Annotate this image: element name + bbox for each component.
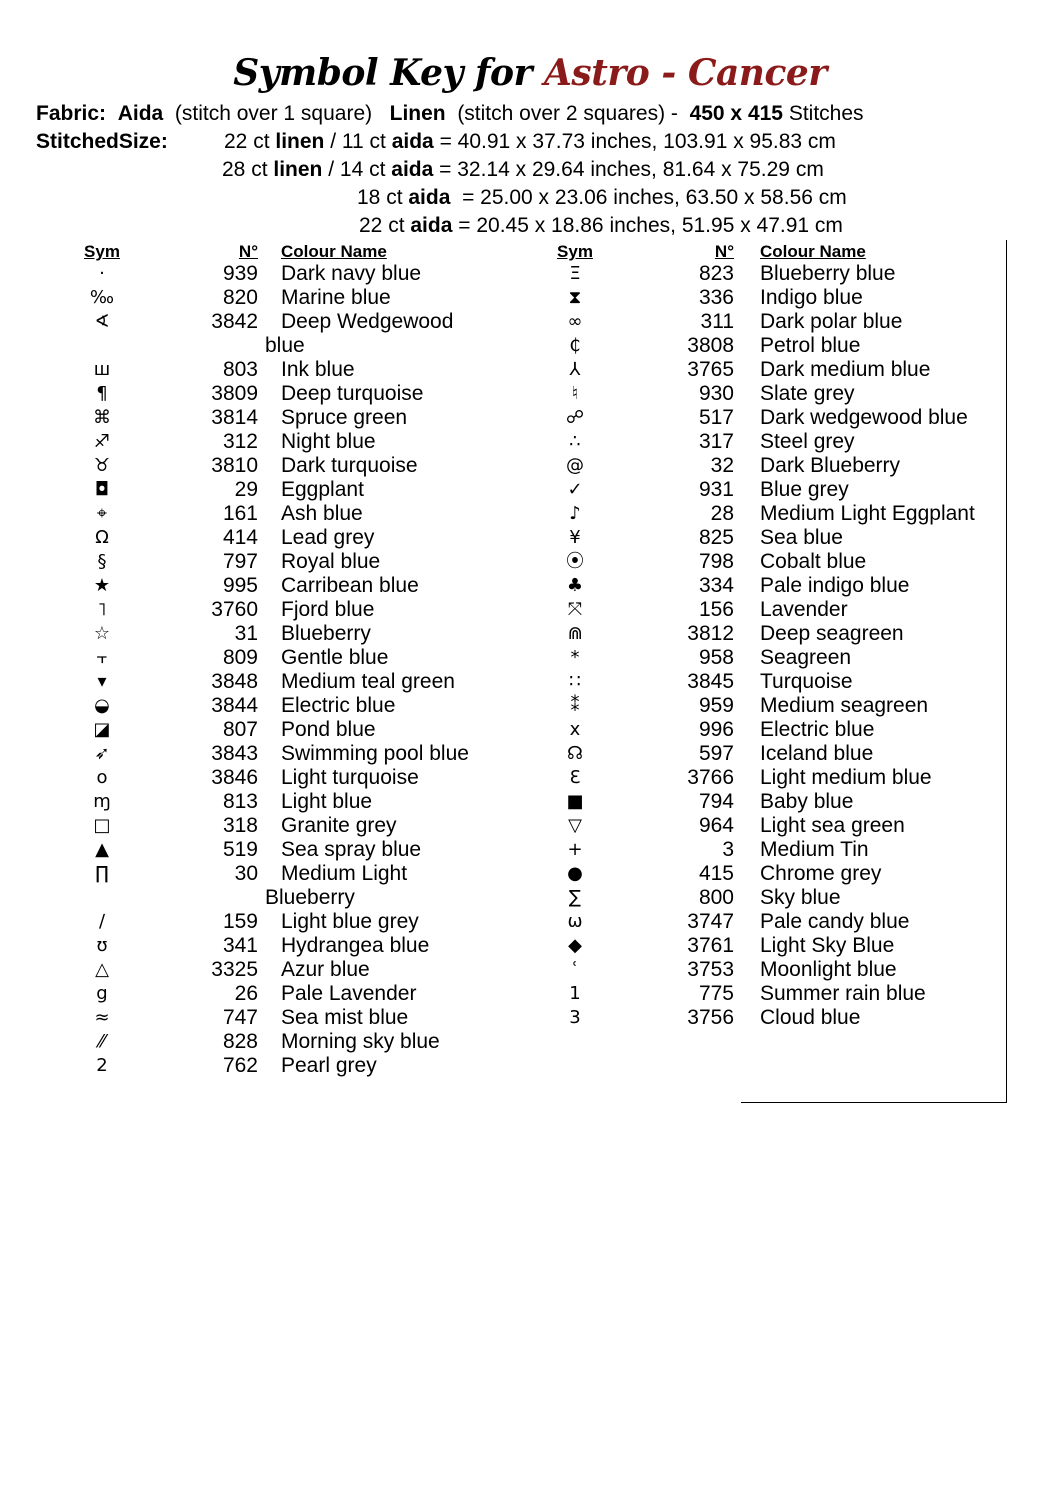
colour-name: Deep seagreen	[760, 622, 904, 645]
colour-name: Deep turquoise	[281, 382, 424, 405]
colour-number: 312	[222, 430, 258, 453]
symbol-icon: ⌘	[93, 407, 111, 428]
title-pattern-name: Astro - Cancer	[544, 52, 827, 94]
symbol-icon: ☊	[567, 743, 583, 764]
colour-name: Dark Blueberry	[760, 454, 901, 477]
symbol-icon: ⌖	[96, 503, 108, 524]
symbol-icon: +	[567, 839, 583, 860]
symbol-icon: ʊ	[96, 935, 108, 956]
colour-name: Light blue	[281, 790, 373, 813]
colour-name: Fjord blue	[281, 598, 375, 621]
colour-name: Light sea green	[760, 814, 905, 837]
colour-name: Blue grey	[760, 478, 849, 501]
symbol-icon: ¶	[96, 383, 108, 404]
colour-name: Electric blue	[760, 718, 875, 741]
colour-number: 3843	[211, 742, 258, 765]
symbol-icon: ₵	[569, 335, 581, 356]
header-colour-name: Colour Name	[281, 242, 387, 261]
symbol-icon: o	[96, 767, 108, 788]
colour-number: 800	[698, 886, 734, 909]
symbol-icon: ◪	[93, 719, 111, 740]
colour-number: 3846	[211, 766, 258, 789]
stitch-count: 450 x 415	[689, 102, 783, 125]
colour-name: Turquoise	[760, 670, 853, 693]
symbol-icon: ⋒	[567, 623, 583, 644]
symbol-icon: ●	[567, 863, 583, 884]
symbol-icon: ✓	[567, 479, 583, 500]
colour-name: Dark wedgewood blue	[760, 406, 968, 429]
colour-number: 3812	[687, 622, 734, 645]
colour-number: 825	[698, 526, 734, 549]
symbol-icon: ∏	[95, 863, 109, 884]
colour-name: Light medium blue	[760, 766, 932, 789]
symbol-icon: ▽	[568, 815, 582, 836]
colour-name: Granite grey	[281, 814, 397, 837]
colour-name: Steel grey	[760, 430, 855, 453]
fabric-linen: Linen	[389, 102, 446, 125]
colour-name: Lavender	[760, 598, 848, 621]
colour-number: 807	[222, 718, 258, 741]
colour-name: Pale candy blue	[760, 910, 910, 933]
symbol-icon: ⧗	[568, 287, 582, 308]
colour-number: 32	[710, 454, 734, 477]
colour-name: Sea spray blue	[281, 838, 422, 861]
header-number: N°	[238, 242, 258, 261]
colour-name: Deep Wedgewood	[281, 310, 454, 333]
symbol-icon: ∢	[94, 311, 110, 332]
symbol-icon: ♉	[93, 455, 111, 476]
symbol-icon: □	[93, 815, 111, 836]
symbol-icon: ⤧	[567, 599, 583, 620]
colour-number: 809	[222, 646, 258, 669]
stitched-size-line: 18 ct aida = 25.00 x 23.06 inches, 63.50 x 58.56 cm	[357, 186, 847, 209]
fabric-aida-note: (stitch over 1 square)	[174, 102, 373, 125]
symbol-icon: ∷	[569, 671, 581, 692]
colour-number: 161	[222, 502, 258, 525]
colour-name: Sky blue	[760, 886, 841, 909]
colour-number: 3842	[211, 310, 258, 333]
colour-number: 3761	[687, 934, 734, 957]
right-border-line	[1006, 240, 1007, 1102]
title-prefix: Symbol Key for	[233, 52, 532, 94]
colour-number: 341	[222, 934, 258, 957]
bottom-border-line	[741, 1102, 1007, 1103]
symbol-icon: ▲	[95, 839, 109, 860]
colour-name: Night blue	[281, 430, 376, 453]
colour-number: 30	[234, 862, 258, 885]
symbol-icon: ˥	[97, 599, 107, 620]
colour-name: Dark navy blue	[281, 262, 422, 285]
symbol-icon: g	[96, 983, 108, 1004]
colour-number: 3814	[211, 406, 258, 429]
colour-number: 3756	[687, 1006, 734, 1029]
colour-number: 762	[222, 1054, 258, 1077]
colour-name: Pearl grey	[281, 1054, 377, 1077]
symbol-icon: ⁄⁄	[98, 1031, 105, 1052]
colour-number: 3808	[687, 334, 734, 357]
colour-name: Sea mist blue	[281, 1006, 409, 1029]
colour-number: 794	[698, 790, 734, 813]
symbol-icon: @	[566, 455, 584, 476]
colour-name: Pale indigo blue	[760, 574, 910, 597]
colour-number: 995	[222, 574, 258, 597]
colour-name: Light turquoise	[281, 766, 419, 789]
fabric-line	[36, 102, 864, 126]
colour-number: 26	[234, 982, 258, 1005]
colour-name: Royal blue	[281, 550, 381, 573]
colour-number: 798	[698, 550, 734, 573]
symbol-icon: ∞	[567, 311, 583, 332]
colour-number: 3809	[211, 382, 258, 405]
colour-number: 517	[698, 406, 734, 429]
symbol-icon: ♐	[93, 431, 111, 452]
colour-number: 414	[222, 526, 258, 549]
colour-number: 519	[222, 838, 258, 861]
symbol-icon: ‰	[89, 287, 115, 308]
symbol-icon: ш	[93, 359, 111, 380]
colour-name: Medium Light	[281, 862, 408, 885]
colour-number: 29	[234, 478, 258, 501]
fabric-label: Fabric:	[36, 102, 107, 125]
colour-name: Carribean blue	[281, 574, 419, 597]
colour-name: Dark turquoise	[281, 454, 418, 477]
colour-name: Ink blue	[281, 358, 355, 381]
symbol-icon: ⁑	[570, 695, 580, 716]
colour-name: Sea blue	[760, 526, 843, 549]
colour-number: 3325	[211, 958, 258, 981]
symbol-icon: ☍	[565, 407, 585, 428]
colour-number: 747	[222, 1006, 258, 1029]
fabric-aida: Aida	[117, 102, 164, 125]
colour-name-continued: Blueberry	[265, 886, 355, 909]
symbol-icon: ★	[93, 575, 111, 596]
symbol-icon: ☆	[93, 623, 111, 644]
colour-name: Gentle blue	[281, 646, 389, 669]
symbol-icon: ω	[567, 911, 583, 932]
colour-name: Baby blue	[760, 790, 854, 813]
colour-name: Light blue grey	[281, 910, 419, 933]
colour-number: 930	[698, 382, 734, 405]
symbol-icon: ♣	[566, 575, 584, 596]
colour-name: Cobalt blue	[760, 550, 867, 573]
symbol-icon: ◘	[94, 479, 110, 500]
colour-name: Marine blue	[281, 286, 391, 309]
colour-number: 317	[698, 430, 734, 453]
symbol-icon: 2	[96, 1055, 108, 1076]
symbol-icon: Ɛ	[569, 767, 581, 788]
colour-name: Petrol blue	[760, 334, 861, 357]
symbol-icon: ʿ	[572, 959, 578, 980]
colour-number: 823	[698, 262, 734, 285]
colour-name: Swimming pool blue	[281, 742, 469, 765]
symbol-icon: ≈	[94, 1007, 110, 1028]
colour-name: Hydrangea blue	[281, 934, 430, 957]
fabric-linen-note: (stitch over 2 squares) -	[457, 102, 678, 125]
colour-number: 3760	[211, 598, 258, 621]
symbol-icon: *	[570, 647, 580, 668]
colour-number: 959	[698, 694, 734, 717]
colour-number: 813	[222, 790, 258, 813]
colour-number: 318	[222, 814, 258, 837]
symbol-icon: ♪	[569, 503, 581, 524]
colour-name: Blueberry	[281, 622, 371, 645]
colour-name: Dark medium blue	[760, 358, 931, 381]
symbol-icon: Ξ	[569, 263, 581, 284]
symbol-icon: ◆	[568, 935, 582, 956]
colour-number: 797	[222, 550, 258, 573]
symbol-icon: 3	[569, 1007, 581, 1028]
symbol-icon: ɱ	[93, 791, 111, 812]
colour-number: 336	[698, 286, 734, 309]
colour-name: Spruce green	[281, 406, 408, 429]
symbol-icon: ¥	[569, 527, 581, 548]
colour-name: Morning sky blue	[281, 1030, 440, 1053]
symbol-icon: ♮	[571, 383, 579, 404]
colour-number: 931	[698, 478, 734, 501]
colour-number: 3844	[211, 694, 258, 717]
colour-number: 597	[698, 742, 734, 765]
colour-name: Ash blue	[281, 502, 363, 525]
stitched-size-line: 28 ct linen / 14 ct aida = 32.14 x 29.64 inches, 81.64 x 75.29 cm	[222, 158, 824, 181]
colour-number: 415	[698, 862, 734, 885]
colour-number: 3766	[687, 766, 734, 789]
colour-number: 156	[698, 598, 734, 621]
symbol-icon: ⫟	[96, 647, 108, 668]
symbol-icon: 1	[569, 983, 581, 1004]
colour-name: Indigo blue	[760, 286, 863, 309]
page-title	[0, 52, 1060, 94]
colour-number: 3753	[687, 958, 734, 981]
colour-number: 3810	[211, 454, 258, 477]
symbol-icon: ■	[566, 791, 584, 812]
colour-name: Chrome grey	[760, 862, 882, 885]
colour-name: Seagreen	[760, 646, 852, 669]
colour-number: 334	[698, 574, 734, 597]
colour-name: Medium seagreen	[760, 694, 929, 717]
colour-number: 820	[222, 286, 258, 309]
colour-number: 803	[222, 358, 258, 381]
colour-name: Dark polar blue	[760, 310, 903, 333]
symbol-icon: Ω	[95, 527, 109, 548]
header-sym: Sym	[557, 242, 593, 261]
symbol-icon: ▾	[97, 671, 107, 692]
colour-number: 3	[722, 838, 734, 861]
symbol-icon: ➶	[94, 743, 110, 764]
colour-name: Medium teal green	[281, 670, 455, 693]
symbol-icon: ◒	[94, 695, 110, 716]
symbol-icon: ∴	[569, 431, 581, 452]
colour-number: 28	[710, 502, 734, 525]
colour-number: 159	[222, 910, 258, 933]
colour-name: Azur blue	[281, 958, 370, 981]
colour-number: 828	[222, 1030, 258, 1053]
colour-name: Eggplant	[281, 478, 364, 501]
colour-name: Medium Light Eggplant	[760, 502, 975, 525]
colour-name: Pale Lavender	[281, 982, 417, 1005]
colour-name: Lead grey	[281, 526, 375, 549]
symbol-icon: ⦿	[566, 551, 584, 572]
colour-name: Medium Tin	[760, 838, 869, 861]
colour-name: Slate grey	[760, 382, 855, 405]
symbol-icon: ·	[99, 263, 105, 284]
colour-number: 3845	[687, 670, 734, 693]
symbol-icon: ⅄	[569, 359, 581, 380]
colour-number: 311	[700, 310, 734, 333]
colour-name: Cloud blue	[760, 1006, 861, 1029]
colour-name: Pond blue	[281, 718, 376, 741]
colour-number: 31	[234, 622, 258, 645]
colour-number: 3848	[211, 670, 258, 693]
symbol-icon: x	[569, 719, 581, 740]
colour-number: 939	[222, 262, 258, 285]
colour-number: 996	[698, 718, 734, 741]
header-colour-name: Colour Name	[760, 242, 866, 261]
colour-name: Blueberry blue	[760, 262, 896, 285]
header-number: N°	[714, 242, 734, 261]
colour-name: Iceland blue	[760, 742, 874, 765]
stitch-count-unit: Stitches	[788, 102, 864, 125]
colour-name: Electric blue	[281, 694, 396, 717]
symbol-icon: △	[95, 959, 109, 980]
stitched-size-line: 22 ct linen / 11 ct aida = 40.91 x 37.73 inches, 103.91 x 95.83 cm	[224, 130, 836, 153]
colour-name: Light Sky Blue	[760, 934, 895, 957]
stitched-size-line: 22 ct aida = 20.45 x 18.86 inches, 51.95 x 47.91 cm	[359, 214, 843, 237]
colour-number: 964	[698, 814, 734, 837]
colour-number: 958	[698, 646, 734, 669]
symbol-icon: ∑	[568, 887, 582, 908]
symbol-icon: ∕	[98, 911, 106, 932]
colour-name-continued: blue	[265, 334, 305, 357]
colour-number: 3765	[687, 358, 734, 381]
colour-name: Moonlight blue	[760, 958, 897, 981]
colour-number: 3747	[687, 910, 734, 933]
colour-number: 775	[698, 982, 734, 1005]
symbol-icon: §	[97, 551, 107, 572]
header-sym: Sym	[84, 242, 120, 261]
colour-name: Summer rain blue	[760, 982, 926, 1005]
stitched-size-label: StitchedSize:	[36, 130, 168, 153]
